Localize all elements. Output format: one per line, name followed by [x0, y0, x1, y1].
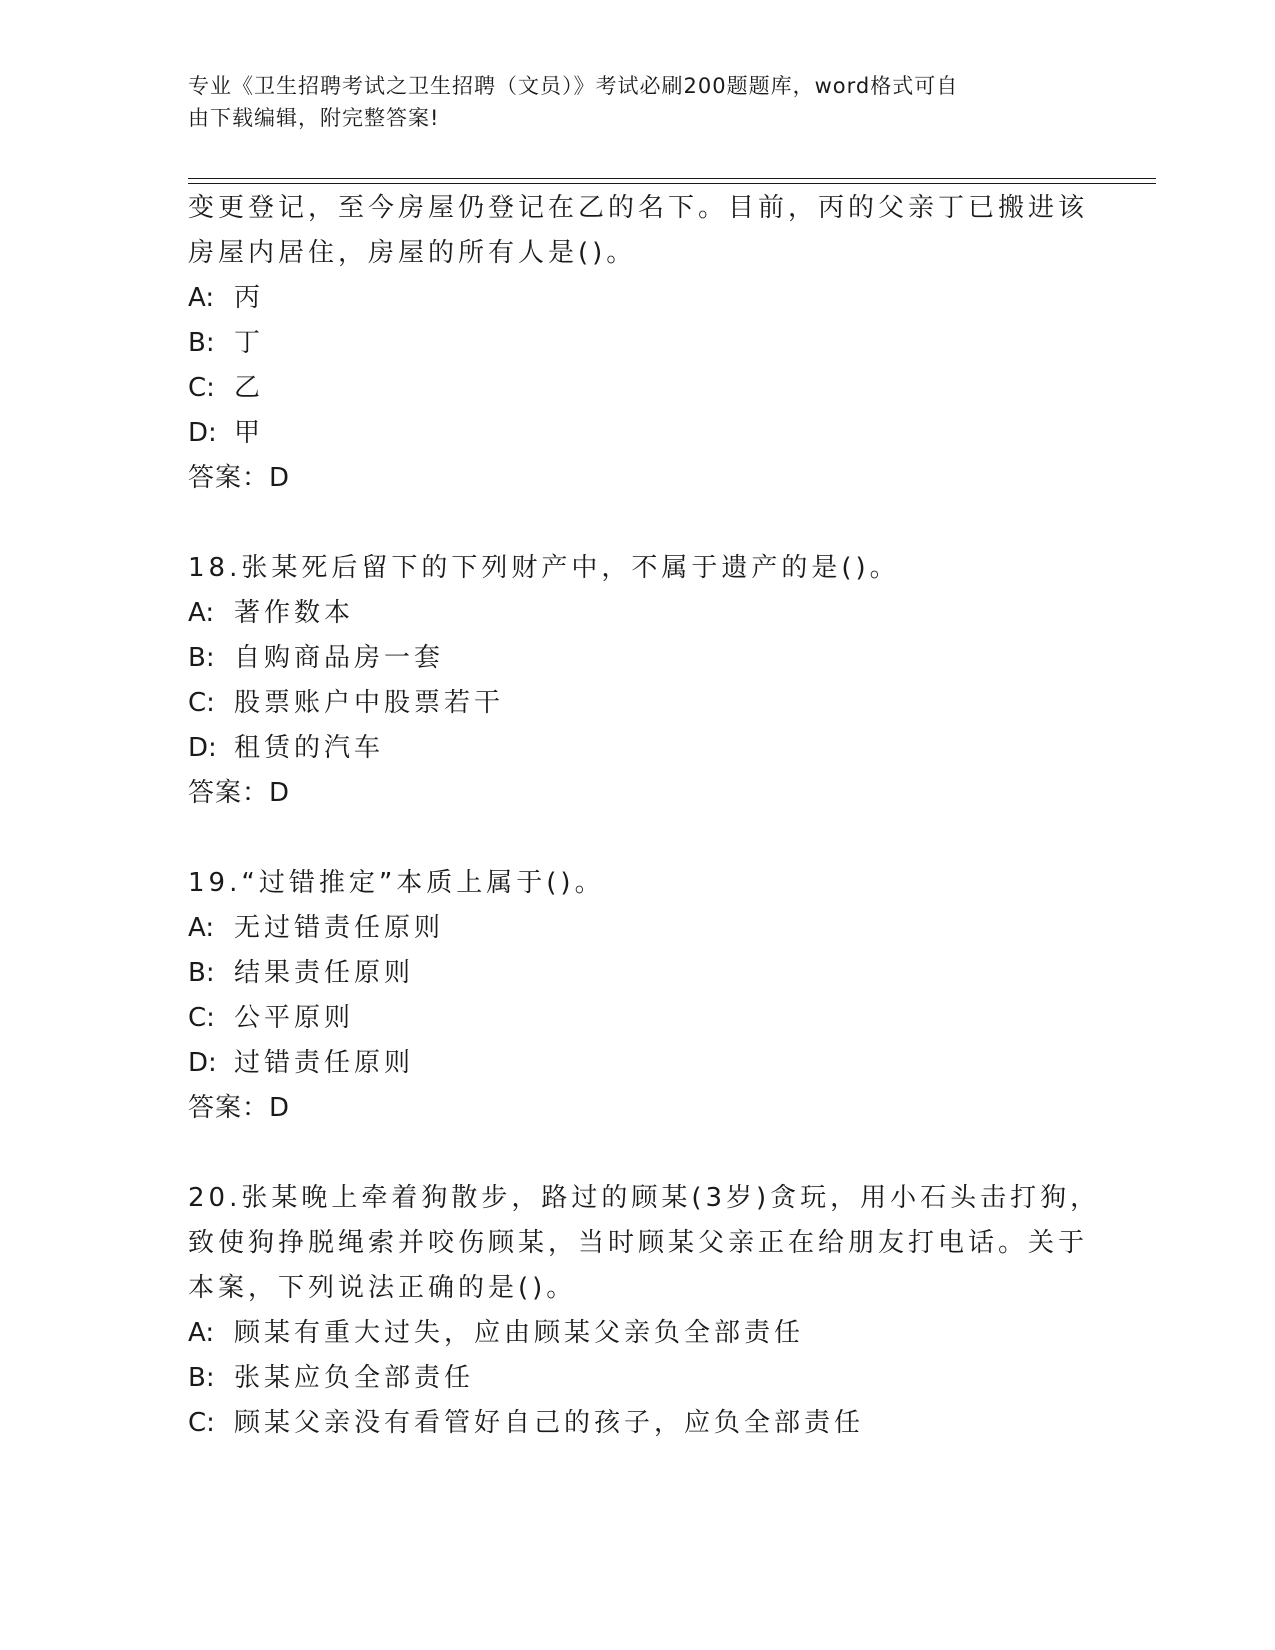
q17-option-b	[188, 325, 264, 361]
option-letter: B:	[188, 328, 215, 358]
q19-option-d	[188, 1045, 414, 1081]
q20-option-b	[188, 1360, 474, 1396]
q20-stem-line-3: 本案，下列说法正确的是()。	[188, 1273, 577, 1303]
option-letter: A:	[188, 598, 215, 628]
q19-option-a	[188, 910, 444, 946]
option-letter: A:	[188, 283, 215, 313]
option-text: 公平原则	[234, 1003, 355, 1033]
option-letter: B:	[188, 958, 215, 988]
q18-stem-line-1: 18.张某死后留下的下列财产中，不属于遗产的是()。	[188, 553, 900, 583]
option-text: 股票账户中股票若干	[234, 688, 505, 718]
option-letter: B:	[188, 643, 215, 673]
q19-option-c	[188, 1000, 354, 1036]
option-text: 甲	[234, 418, 265, 448]
option-text: 结果责任原则	[234, 958, 415, 988]
option-text: 租赁的汽车	[234, 733, 385, 763]
option-letter: D:	[188, 418, 217, 448]
q19-option-b	[188, 955, 414, 991]
q17-option-d	[188, 415, 264, 451]
q18-option-d	[188, 730, 384, 766]
option-letter: C:	[188, 688, 215, 718]
header-divider-bottom	[188, 183, 1156, 184]
q19-answer: 答案：D	[188, 1093, 291, 1123]
option-letter: C:	[188, 1003, 215, 1033]
header-line-1: 专业《卫生招聘考试之卫生招聘（文员）》考试必刷200题题库，word格式可自	[188, 74, 959, 98]
q18-option-a	[188, 595, 354, 631]
q20-option-c	[188, 1405, 864, 1441]
option-text: 著作数本	[234, 598, 355, 628]
q20-option-a	[188, 1315, 804, 1351]
q19-stem-line-1: 19.“过错推定”本质上属于()。	[188, 868, 605, 898]
header-divider-top	[188, 178, 1156, 179]
q18-option-b	[188, 640, 444, 676]
q20-stem-line-1: 20.张某晚上牵着狗散步，路过的顾某(3岁)贪玩，用小石头击打狗，	[188, 1183, 1101, 1213]
option-letter: A:	[188, 1318, 215, 1348]
option-text: 过错责任原则	[234, 1048, 415, 1078]
option-letter: B:	[188, 1363, 215, 1393]
option-letter: C:	[188, 1408, 215, 1438]
option-letter: A:	[188, 913, 215, 943]
option-text: 顾某父亲没有看管好自己的孩子，应负全部责任	[234, 1408, 865, 1438]
q18-option-c	[188, 685, 504, 721]
option-letter: D:	[188, 1048, 217, 1078]
q20-stem-line-2: 致使狗挣脱绳索并咬伤顾某，当时顾某父亲正在给朋友打电话。关于	[188, 1228, 1089, 1258]
q17-stem-line-1: 变更登记，至今房屋仍登记在乙的名下。目前，丙的父亲丁已搬进该	[188, 193, 1089, 223]
option-text: 无过错责任原则	[234, 913, 445, 943]
option-letter: D:	[188, 733, 217, 763]
q18-answer: 答案：D	[188, 778, 291, 808]
q17-stem-line-2: 房屋内居住，房屋的所有人是()。	[188, 238, 637, 268]
option-text: 顾某有重大过失，应由顾某父亲负全部责任	[234, 1318, 805, 1348]
q17-answer: 答案：D	[188, 463, 291, 493]
option-text: 丁	[234, 328, 265, 358]
option-text: 丙	[234, 283, 265, 313]
option-text: 张某应负全部责任	[234, 1363, 475, 1393]
q17-option-a	[188, 280, 264, 316]
option-text: 乙	[234, 373, 265, 403]
q17-option-c	[188, 370, 264, 406]
header-line-2: 由下载编辑，附完整答案!	[188, 106, 440, 130]
document-header	[188, 70, 1088, 134]
option-text: 自购商品房一套	[234, 643, 445, 673]
option-letter: C:	[188, 373, 215, 403]
